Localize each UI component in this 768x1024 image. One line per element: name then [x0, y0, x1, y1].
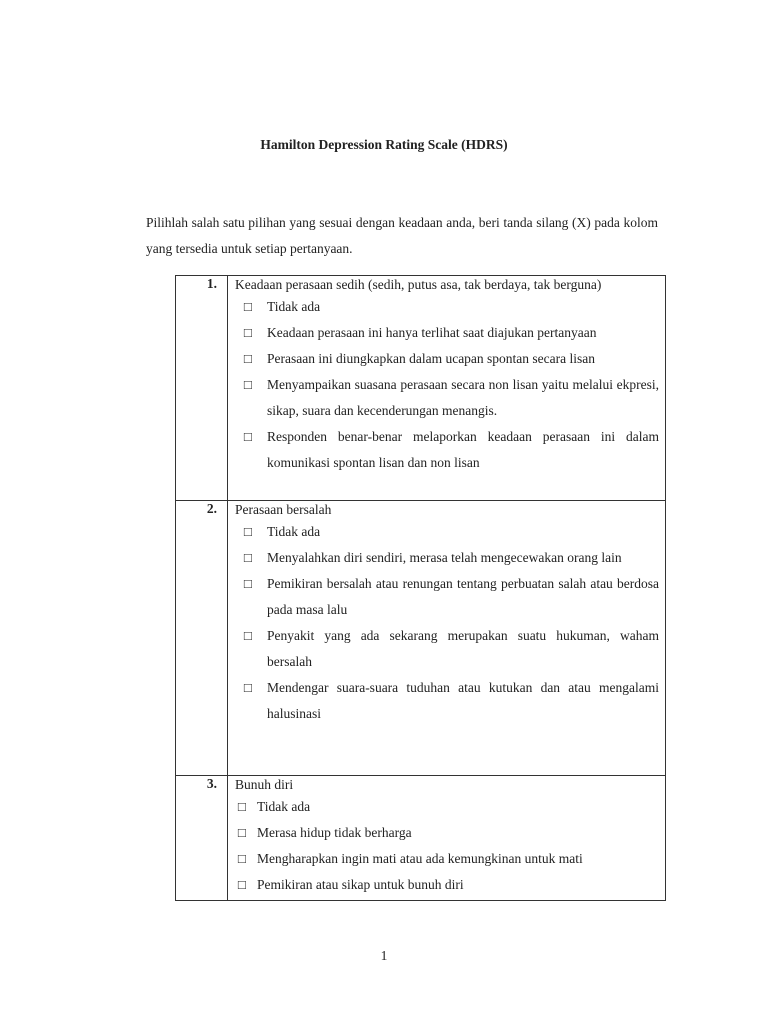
checkbox-icon[interactable]: □ — [243, 325, 253, 340]
question-text: Bunuh diri — [235, 777, 294, 792]
question-cell — [228, 501, 666, 776]
answer-option — [235, 372, 659, 424]
question-number: 1. — [176, 276, 228, 501]
questionnaire-table — [175, 275, 666, 901]
question-row — [176, 276, 666, 501]
question-text: Perasaan bersalah — [235, 502, 332, 517]
answer-option — [235, 794, 659, 820]
checkbox-icon[interactable]: □ — [243, 299, 253, 314]
checkbox-icon[interactable]: □ — [243, 524, 253, 539]
option-label: Mengharapkan ingin mati atau ada kemungkinan untuk mati — [257, 851, 583, 866]
option-label: Merasa hidup tidak berharga — [257, 825, 412, 840]
question-row — [176, 501, 666, 776]
answer-option — [235, 571, 659, 623]
checkbox-icon[interactable]: □ — [237, 877, 247, 892]
option-label: Responden benar-benar melaporkan keadaan perasaan ini dalam komunikasi spontan lisan dan non lisan — [267, 429, 659, 470]
option-label: Menyalahkan diri sendiri, merasa telah mengecewakan orang lain — [267, 550, 622, 565]
answer-option — [235, 872, 659, 898]
answer-option — [235, 320, 659, 346]
option-label: Menyampaikan suasana perasaan secara non lisan yaitu melalui ekpresi, sikap, suara dan kecenderungan menangis. — [267, 377, 659, 418]
checkbox-icon[interactable]: □ — [243, 576, 253, 591]
option-label: Tidak ada — [267, 524, 321, 539]
answer-option — [235, 294, 659, 320]
answer-option — [235, 424, 659, 476]
option-label: Mendengar suara-suara tuduhan atau kutukan dan atau mengalami halusinasi — [267, 680, 659, 721]
answer-option — [235, 846, 659, 872]
checkbox-icon[interactable]: □ — [243, 628, 253, 643]
instructions-paragraph: Pilihlah salah satu pilihan yang sesuai dengan keadaan anda, beri tanda silang (X) pada kolom yang tersedia untuk setiap pertanyaan. — [146, 215, 658, 256]
question-cell — [228, 776, 666, 901]
question-text: Keadaan perasaan sedih (sedih, putus asa, tak berdaya, tak berguna) — [235, 277, 602, 292]
option-label: Tidak ada — [257, 799, 311, 814]
option-label: Tidak ada — [267, 299, 321, 314]
page-number: 1 — [380, 948, 388, 963]
answer-option — [235, 675, 659, 727]
question-number: 3. — [176, 776, 228, 901]
checkbox-icon[interactable]: □ — [243, 429, 253, 444]
option-label: Pemikiran bersalah atau renungan tentang perbuatan salah atau berdosa pada masa lalu — [267, 576, 659, 617]
checkbox-icon[interactable]: □ — [243, 550, 253, 565]
question-number: 2. — [176, 501, 228, 776]
checkbox-icon[interactable]: □ — [237, 799, 247, 814]
checkbox-icon[interactable]: □ — [237, 825, 247, 840]
option-label: Keadaan perasaan ini hanya terlihat saat diajukan pertanyaan — [267, 325, 597, 340]
checkbox-icon[interactable]: □ — [243, 377, 253, 392]
answer-option — [235, 519, 659, 545]
question-row — [176, 776, 666, 901]
answer-option — [235, 545, 659, 571]
answer-option — [235, 820, 659, 846]
checkbox-icon[interactable]: □ — [243, 680, 253, 695]
answer-option — [235, 346, 659, 372]
answer-option — [235, 623, 659, 675]
document-title: Hamilton Depression Rating Scale (HDRS) — [260, 137, 508, 152]
option-label: Pemikiran atau sikap untuk bunuh diri — [257, 877, 464, 892]
question-cell — [228, 276, 666, 501]
option-label: Penyakit yang ada sekarang merupakan suatu hukuman, waham bersalah — [267, 628, 659, 669]
checkbox-icon[interactable]: □ — [243, 351, 253, 366]
checkbox-icon[interactable]: □ — [237, 851, 247, 866]
option-label: Perasaan ini diungkapkan dalam ucapan spontan secara lisan — [267, 351, 596, 366]
